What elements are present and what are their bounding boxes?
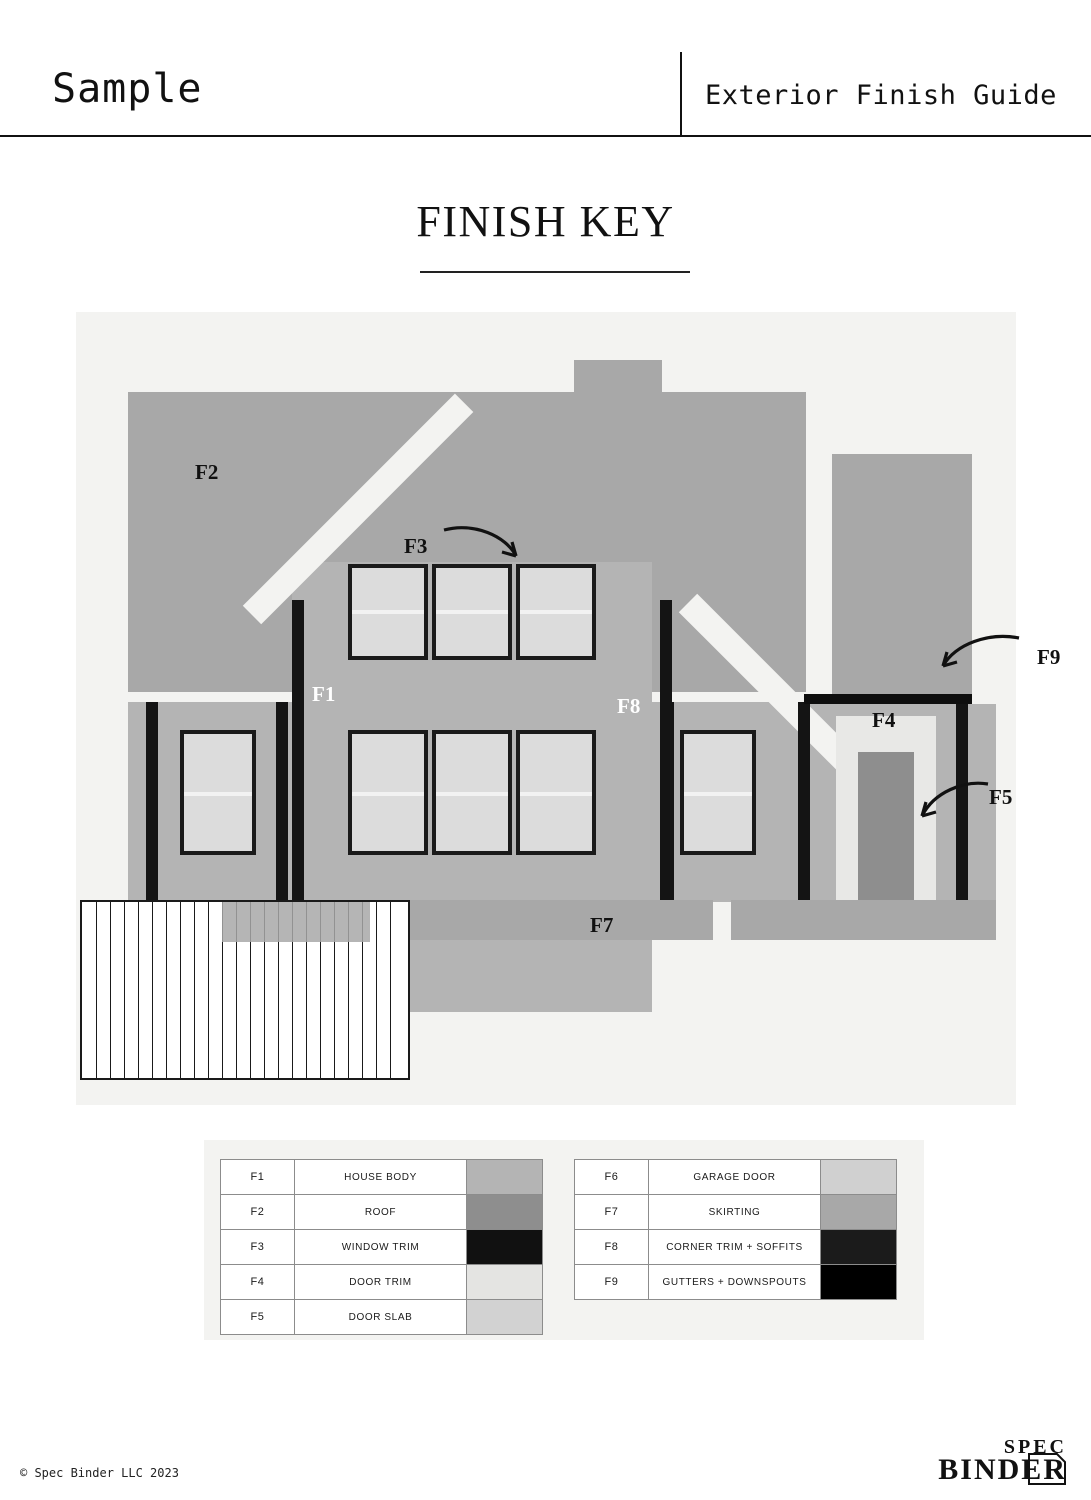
legend-code: F5 [221,1300,295,1335]
corner-trim-5 [662,702,674,902]
callout-arrow-f9 [915,630,1025,676]
legend-code: F8 [575,1230,649,1265]
page-header [0,0,1091,137]
lower-window-left [180,730,256,855]
table-row [575,1265,897,1300]
legend-code: F1 [221,1160,295,1195]
lower-window-3 [516,730,596,855]
legend-code: F4 [221,1265,295,1300]
upper-window-1 [348,564,428,660]
legend-swatch [467,1265,543,1300]
page-title: FINISH KEY [416,197,675,246]
table-row [221,1160,543,1195]
table-row [575,1160,897,1195]
chimney [574,360,662,410]
legend-name: DOOR SLAB [295,1300,467,1335]
legend-swatch [467,1160,543,1195]
finish-legend [204,1140,924,1340]
upper-window-2 [432,564,512,660]
callout-f3: F3 [404,534,428,558]
copyright-text: © Spec Binder LLC 2023 [20,1466,179,1480]
legend-table-right [574,1159,897,1300]
corner-trim-2 [276,702,288,902]
legend-table-left [220,1159,543,1335]
legend-name: SKIRTING [649,1195,821,1230]
corner-trim-3 [292,600,304,902]
callout-f7: F7 [590,913,614,937]
logo-line-2: BINDER [938,1453,1067,1487]
callout-f8: F8 [617,694,641,718]
callout-f1: F1 [312,682,336,706]
header-title: Sample [52,66,203,112]
callout-arrow-f3 [440,522,530,572]
table-row [575,1195,897,1230]
legend-name: WINDOW TRIM [295,1230,467,1265]
lower-window-right [680,730,756,855]
legend-code: F6 [575,1160,649,1195]
legend-name: GUTTERS + DOWNSPOUTS [649,1265,821,1300]
upper-window-3 [516,564,596,660]
porch-lattice [80,900,410,1080]
callout-f2: F2 [195,460,219,484]
title-underline [420,271,690,273]
table-row [221,1195,543,1230]
legend-swatch [467,1300,543,1335]
legend-swatch [467,1195,543,1230]
logo-line-1: SPEC [1003,1436,1067,1458]
legend-code: F9 [575,1265,649,1300]
callout-arrow-f5 [908,776,998,828]
header-divider [680,52,682,137]
logo-mark-icon [1027,1452,1067,1486]
callout-f5: F5 [989,785,1013,809]
legend-swatch [467,1230,543,1265]
legend-code: F3 [221,1230,295,1265]
legend-swatch [821,1195,897,1230]
callout-f9: F9 [1037,645,1061,669]
corner-trim-1 [146,702,158,902]
legend-name: ROOF [295,1195,467,1230]
legend-name: GARAGE DOOR [649,1160,821,1195]
lower-window-1 [348,730,428,855]
callout-f4: F4 [872,708,896,732]
corner-trim-6 [798,702,810,902]
gutter-bar [804,694,972,704]
legend-swatch [821,1160,897,1195]
header-subtitle: Exterior Finish Guide [705,80,1057,111]
legend-name: HOUSE BODY [295,1160,467,1195]
lower-window-2 [432,730,512,855]
table-row [575,1230,897,1265]
legend-name: CORNER TRIM + SOFFITS [649,1230,821,1265]
garage-door-slab [858,752,914,904]
legend-code: F2 [221,1195,295,1230]
legend-name: DOOR TRIM [295,1265,467,1300]
legend-code: F7 [575,1195,649,1230]
legend-swatch [821,1230,897,1265]
skirting-right [796,900,996,940]
table-row [221,1230,543,1265]
table-row [221,1300,543,1335]
legend-swatch [821,1265,897,1300]
table-row [221,1265,543,1300]
